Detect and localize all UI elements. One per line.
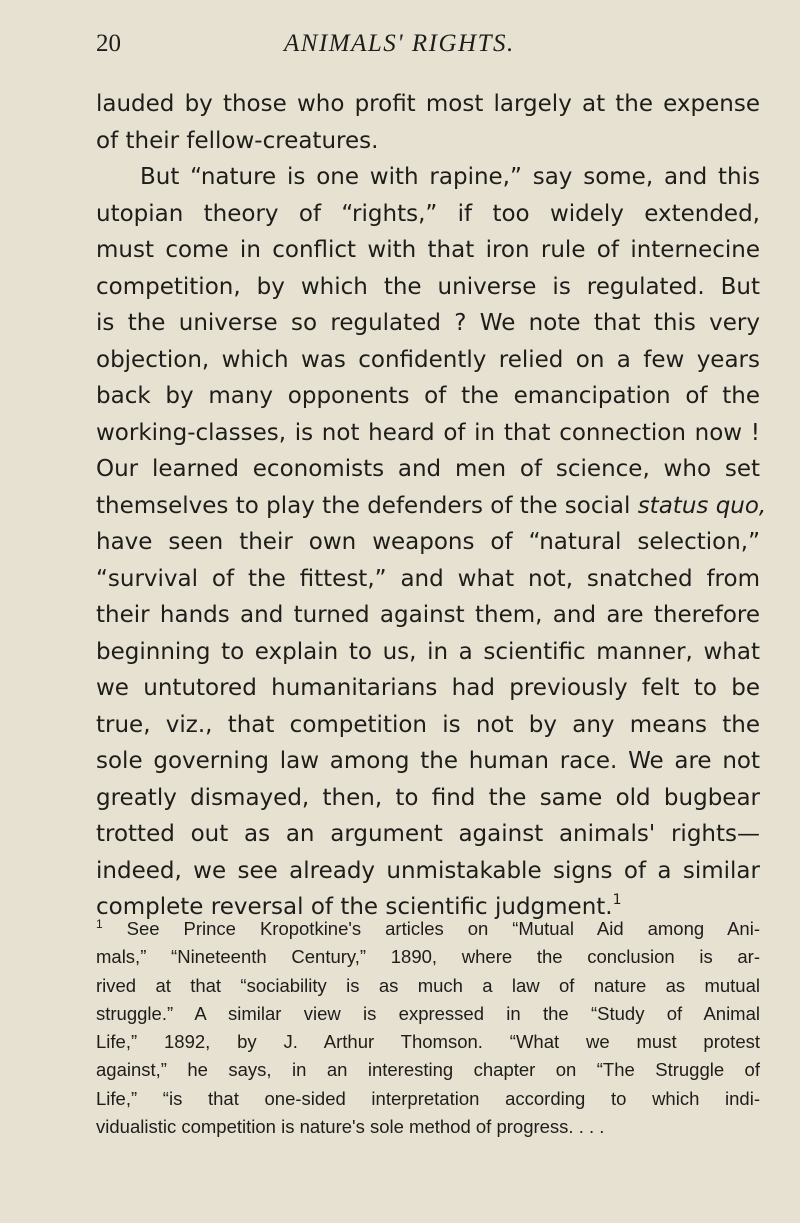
text-line: trotted out as an argument against animals' rights— bbox=[96, 821, 760, 847]
footnote-line bbox=[96, 915, 760, 943]
text-line: must come in conflict with that iron rule of internecine bbox=[96, 237, 760, 263]
body-text bbox=[96, 86, 767, 926]
text-line: indeed, we see already unmistakable signs of a similar bbox=[96, 857, 760, 884]
text-line: “survival of the fittest,” and what not, snatched from bbox=[96, 565, 760, 592]
page-number: 20 bbox=[96, 30, 121, 57]
footnote bbox=[96, 915, 760, 1141]
footnote-line: struggle.” A similar view is expressed in the “Study of Animal bbox=[96, 1002, 760, 1024]
italic-phrase: status quo, bbox=[637, 492, 767, 519]
footnote-line: against,” he says, in an interesting chapter on “The Struggle of bbox=[96, 1059, 760, 1081]
text-line: have seen their own weapons of “natural selection,” bbox=[96, 529, 760, 555]
running-head: ANIMALS' RIGHTS. bbox=[284, 30, 515, 57]
text-segment: themselves to play the defenders of the social bbox=[96, 492, 638, 519]
text-line: working-classes, is not heard of in that connection now ! bbox=[96, 419, 760, 446]
text-line: But “nature is one with rapine,” say some, and this bbox=[140, 164, 760, 190]
footnote-reference: 1 bbox=[612, 892, 622, 908]
text-segment: See Prince Kropotkine's articles on “Mutual Aid among Ani- bbox=[102, 918, 760, 939]
text-line: sole governing law among the human race. We are not bbox=[96, 748, 760, 774]
text-line: is the universe so regulated ? We note that this very bbox=[96, 310, 760, 336]
text-line: lauded by those who profit most largely at the expense bbox=[96, 91, 760, 117]
text-line: beginning to explain to us, in a scientific manner, what bbox=[96, 638, 760, 665]
text-line: Our learned economists and men of science, who set bbox=[96, 456, 760, 482]
footnote-marker: 1 bbox=[96, 917, 103, 931]
text-line bbox=[96, 488, 767, 525]
text-line: of their fellow-creatures. bbox=[96, 127, 379, 154]
text-line: true, viz., that competition is not by any means the bbox=[96, 711, 760, 738]
text-line: greatly dismayed, then, to find the same old bugbear bbox=[96, 784, 760, 811]
text-line: their hands and turned against them, and are therefore bbox=[96, 602, 760, 628]
text-line: objection, which was confidently relied on a few years bbox=[96, 346, 760, 373]
text-line: we untutored humanitarians had previously felt to be bbox=[96, 675, 760, 701]
text-line: back by many opponents of the emancipation of the bbox=[96, 383, 760, 409]
footnote-line: rived at that “sociability is as much a law of nature as mutual bbox=[96, 974, 760, 996]
page-header bbox=[96, 30, 760, 64]
footnote-line: vidualistic competition is nature's sole method of progress. . . . bbox=[96, 1116, 605, 1138]
footnote-line: Life,” “is that one-sided interpretation according to which indi- bbox=[96, 1087, 760, 1109]
footnote-line: mals,” “Nineteenth Century,” 1890, where the conclusion is ar- bbox=[96, 946, 760, 968]
text-segment: complete reversal of the scientific judgment. bbox=[96, 894, 613, 920]
text-line: competition, by which the universe is regulated. But bbox=[96, 273, 760, 300]
text-line: utopian theory of “rights,” if too widely extended, bbox=[96, 200, 760, 227]
footnote-line: Life,” 1892, by J. Arthur Thomson. “What we must protest bbox=[96, 1031, 760, 1053]
